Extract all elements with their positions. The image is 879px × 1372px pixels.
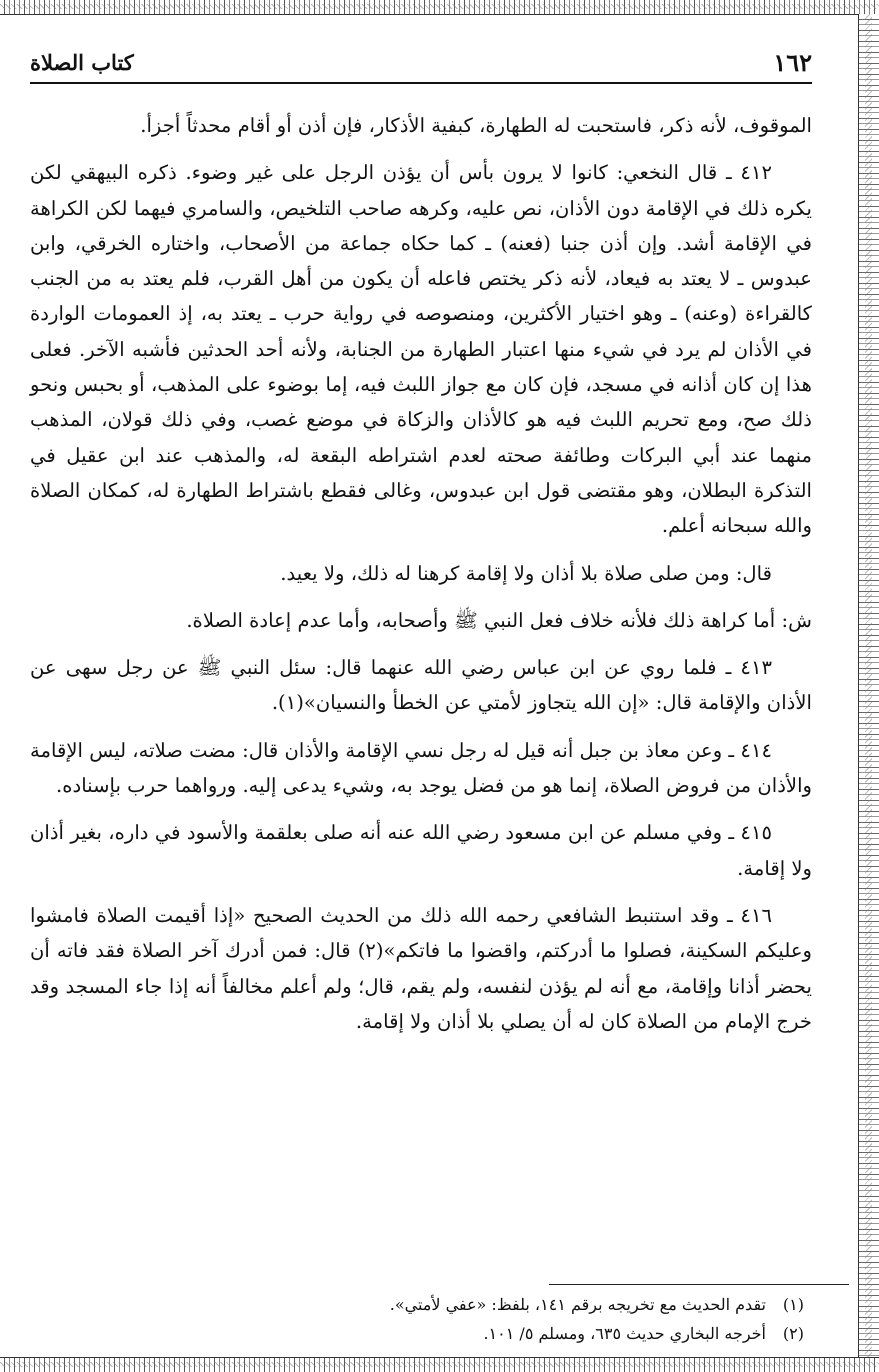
paragraph: قال: ومن صلى صلاة بلا أذان ولا إقامة كرهنا له ذلك، ولا يعيد. bbox=[280, 561, 772, 585]
paragraph: ٤١٥ ـ وفي مسلم عن ابن مسعود رضي الله عنه أنه صلى بعلقمة والأسود في داره، بغير أذان ولا إقامة. bbox=[30, 821, 812, 880]
footnote-mark: (٢) bbox=[782, 1324, 804, 1343]
paragraph: ٤١٣ ـ فلما روي عن ابن عباس رضي الله عنهما قال: سئل النبي ﷺ عن رجل سهى عن الأذان والإقامة قال: «إن الله يتجاوز لأمتي عن الخطأ والنسيان»(١). bbox=[30, 656, 812, 715]
page-header bbox=[30, 42, 812, 84]
bottom-border-ornament bbox=[0, 1357, 879, 1372]
footnotes bbox=[30, 1290, 812, 1348]
footnote-item bbox=[30, 1290, 812, 1319]
right-border-ornament bbox=[858, 14, 879, 1358]
paragraph: ٤١٤ ـ وعن معاذ بن جبل أنه قيل له رجل نسي الإقامة والأذان قال: مضت صلاته، ليس الإقامة والأذان من فروض الصلاة، إنما هو من فضل يوجد به، وشيء يدعى إليه. ورواهما حرب بإسناده. bbox=[30, 738, 812, 798]
footnote-text: تقدم الحديث مع تخريجه برقم ١٤١، بلفظ: «عفي لأمتي». bbox=[389, 1295, 766, 1314]
footnote-item bbox=[30, 1319, 812, 1348]
footnote-mark: (١) bbox=[782, 1295, 804, 1314]
running-title: كتاب الصلاة bbox=[30, 49, 134, 75]
main-text bbox=[30, 108, 812, 1051]
top-border-ornament bbox=[0, 0, 879, 15]
page-number: ١٦٢ bbox=[773, 47, 812, 77]
footnote-divider bbox=[549, 1284, 849, 1285]
paragraph: ش: أما كراهة ذلك فلأنه خلاف فعل النبي ﷺ وأصحابه، وأما عدم إعادة الصلاة. bbox=[186, 608, 812, 632]
footnote-text: أخرجه البخاري حديث ٦٣٥، ومسلم ٥/ ١٠١. bbox=[483, 1324, 766, 1343]
paragraph: الموقوف، لأنه ذكر، فاستحبت له الطهارة، كبفية الأذكار، فإن أذن أو أقام محدثاً أجزأ. bbox=[140, 114, 812, 137]
paragraph: ٤١٦ ـ وقد استنبط الشافعي رحمه الله ذلك من الحديث الصحيح «إذا أقيمت الصلاة فامشوا وعليكم السكينة، فصلوا ما أدركتم، واقضوا ما فاتكم»(٢) قال: فمن أدرك آخر الصلاة فقد فاته أن يحضر أذانا وإقامة، مع أنه لم يؤذن لنفسه، ولم يقم، قال؛ ولم أعلم مخالفاً أنه إذا جاء المسجد وقد خرج الإمام من الصلاة كان له أن يصلي بلا أذان ولا إقامة. bbox=[30, 903, 812, 1033]
paragraph: ٤١٢ ـ قال النخعي: كانوا لا يرون بأس أن يؤذن الرجل على غير وضوء. ذكره البيهقي لكن يكره ذلك في الإقامة دون الأذان، نص عليه، وكرهه صاحب التلخيص، والسامري فيهما لكن الكراهة في الإقامة أشد. وإن أذن جنبا (فعنه) ـ كما حكاه جماعة من الأصحاب، واختاره الخرقي، وابن عبدوس ـ لا يعتد به فيعاد، لأنه ذكر يختص فاعله أن يكون من أهل القرب، فلم يعتد به من الجنب كالقراءة (وعنه) ـ وهو اختيار الأكثرين، ومنصوصه في رواية حرب ـ يعتد به، إذ العمومات الواردة في الأذان لم يرد في شيء منها اعتبار الطهارة من الجنابة، ولأنه أحد الحدثين فأشبه الآخر. فعلى هذا إن كان أذانه في مسجد، فإن كان مع جواز اللبث فيه، إما بوضوء على المذهب، أو بحبس ونحو ذلك صح، ومع تحريم اللبث فيه هو كالأذان والزكاة في موضع غصب، وفي ذلك قولان، المذهب منهما عند أبي البركات وطائفة صحته لعدم اشتراطه البقعة له، والمذهب عند ابن عقيل في التذكرة البطلان، وهو مقتضى قول ابن عبدوس، وغالى فقطع باشتراط الطهارة له، كمكان الصلاة والله سبحانه أعلم. bbox=[30, 161, 812, 538]
